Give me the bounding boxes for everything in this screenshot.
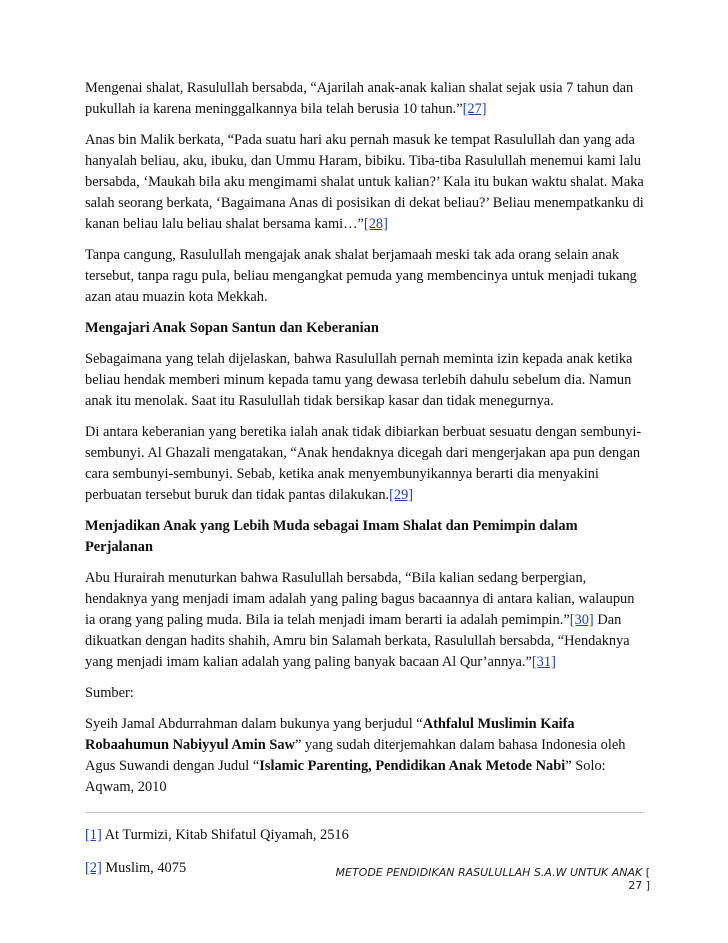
footnote-divider [85,812,645,813]
heading-imam-shalat: Menjadikan Anak yang Lebih Muda sebagai Imam Shalat dan Pemimpin dalam Perjalanan [85,518,578,555]
footnote-link-28[interactable]: [28] [363,216,388,232]
document-body [85,78,645,891]
footer-title: METODE PENDIDIKAN RASULULLAH S.A.W UNTUK ANAK [335,866,643,879]
footnote-link-29[interactable]: [29] [389,487,414,503]
page-footer [330,866,650,892]
footnote-link-30[interactable]: [30] [569,612,594,628]
footnote-item: [1] At Turmizi, Kitab Shifatul Qiyamah, 2516 [85,827,349,843]
footnote-link-31[interactable]: [31] [531,654,556,670]
paragraph-source: Syeih Jamal Abdurrahman dalam bukunya yang berjudul “Athfalul Muslimin Kaifa Robaahumun Nabiyyul Amin Saw” yang sudah diterjemahkan dalam bahasa Indonesia oleh Agus Suwandi dengan Judul “Islamic Parenting, Pendidikan Anak Metode Nabi” Solo: Aqwam, 2010 [85,716,626,795]
page-number: [ 27 ] [628,866,650,892]
footnote-item: [2] Muslim, 4075 [85,860,187,876]
heading-sopan-santun: Mengajari Anak Sopan Santun dan Keberanian [85,320,379,336]
paragraph-abu-hurairah: Abu Hurairah menuturkan bahwa Rasulullah bersabda, “Bila kalian sedang berpergian, hendaknya yang menjadi imam adalah yang paling bagus bacaannya di antara kalian, walaupun ia orang yang paling muda. Bila ia telah menjadi imam berarti ia adalah pemimpin.”[30] Dan dikuatkan dengan hadits shahih, Amru bin Salamah berkata, Rasulullah bersabda, “Hendaknya yang menjadi imam kalian adalah yang paling banyak bacaan Al Qur’annya.”[31] [85,570,635,670]
paragraph-anas: Anas bin Malik berkata, “Pada suatu hari aku pernah masuk ke tempat Rasulullah dan yang ada hanyalah beliau, aku, ibuku, dan Ummu Haram, bibiku. Tiba-tiba Rasulullah menemui kami lalu bersabda, ‘Maukah bila aku mengimami shalat untuk kalian?’ Kala itu bukan waktu shalat. Maka salah seorang berkata, ‘Bagaimana Anas di posisikan di dekat beliau?’ Beliau menempatkanku di kanan beliau lalu beliau shalat bersama kami…”[28] [85,132,644,232]
sumber-label: Sumber: [85,685,134,701]
paragraph-cangung: Tanpa cangung, Rasulullah mengajak anak shalat berjamaah meski tak ada orang selain anak tersebut, tanpa ragu pula, beliau mengangkat pemuda yang membencinya untuk menjadi tukang azan atau muazin kota Mekkah. [85,247,637,305]
paragraph-shalat: Mengenai shalat, Rasulullah bersabda, “Ajarilah anak-anak kalian shalat sejak usia 7 tahun dan pukullah ia karena meninggalkannya bila telah berusia 10 tahun.”[27] [85,80,634,117]
paragraph-keberanian: Di antara keberanian yang beretika ialah anak tidak dibiarkan berbuat sesuatu dengan sembunyi-sembunyi. Al Ghazali mengatakan, “Anak hendaknya dicegah dari mengerjakan apa pun dengan cara sembunyi-sembunyi. Sebab, ketika anak menyembunyikannya berarti dia menyakini perbuatan tersebut buruk dan tidak pantas dilakukan.[29] [85,424,642,503]
book-title-arabic: Athfalul Muslimin Kaifa Robaahumun Nabiyyul Amin Saw [85,716,575,753]
footnote-link-27[interactable]: [27] [462,101,487,117]
footnote-ref-2[interactable]: [2] [85,860,102,876]
book-title-indonesian: Islamic Parenting, Pendidikan Anak Metode Nabi [259,758,566,774]
footnote-ref-1[interactable]: [1] [85,827,102,843]
paragraph-sopan: Sebagaimana yang telah dijelaskan, bahwa Rasulullah pernah meminta izin kepada anak ketika beliau hendak memberi minum kepada tamu yang dewasa terlebih dahulu sebelum dia. Namun anak itu menolak. Saat itu Rasulullah tidak bersikap kasar dan tidak menegurnya. [85,351,633,409]
